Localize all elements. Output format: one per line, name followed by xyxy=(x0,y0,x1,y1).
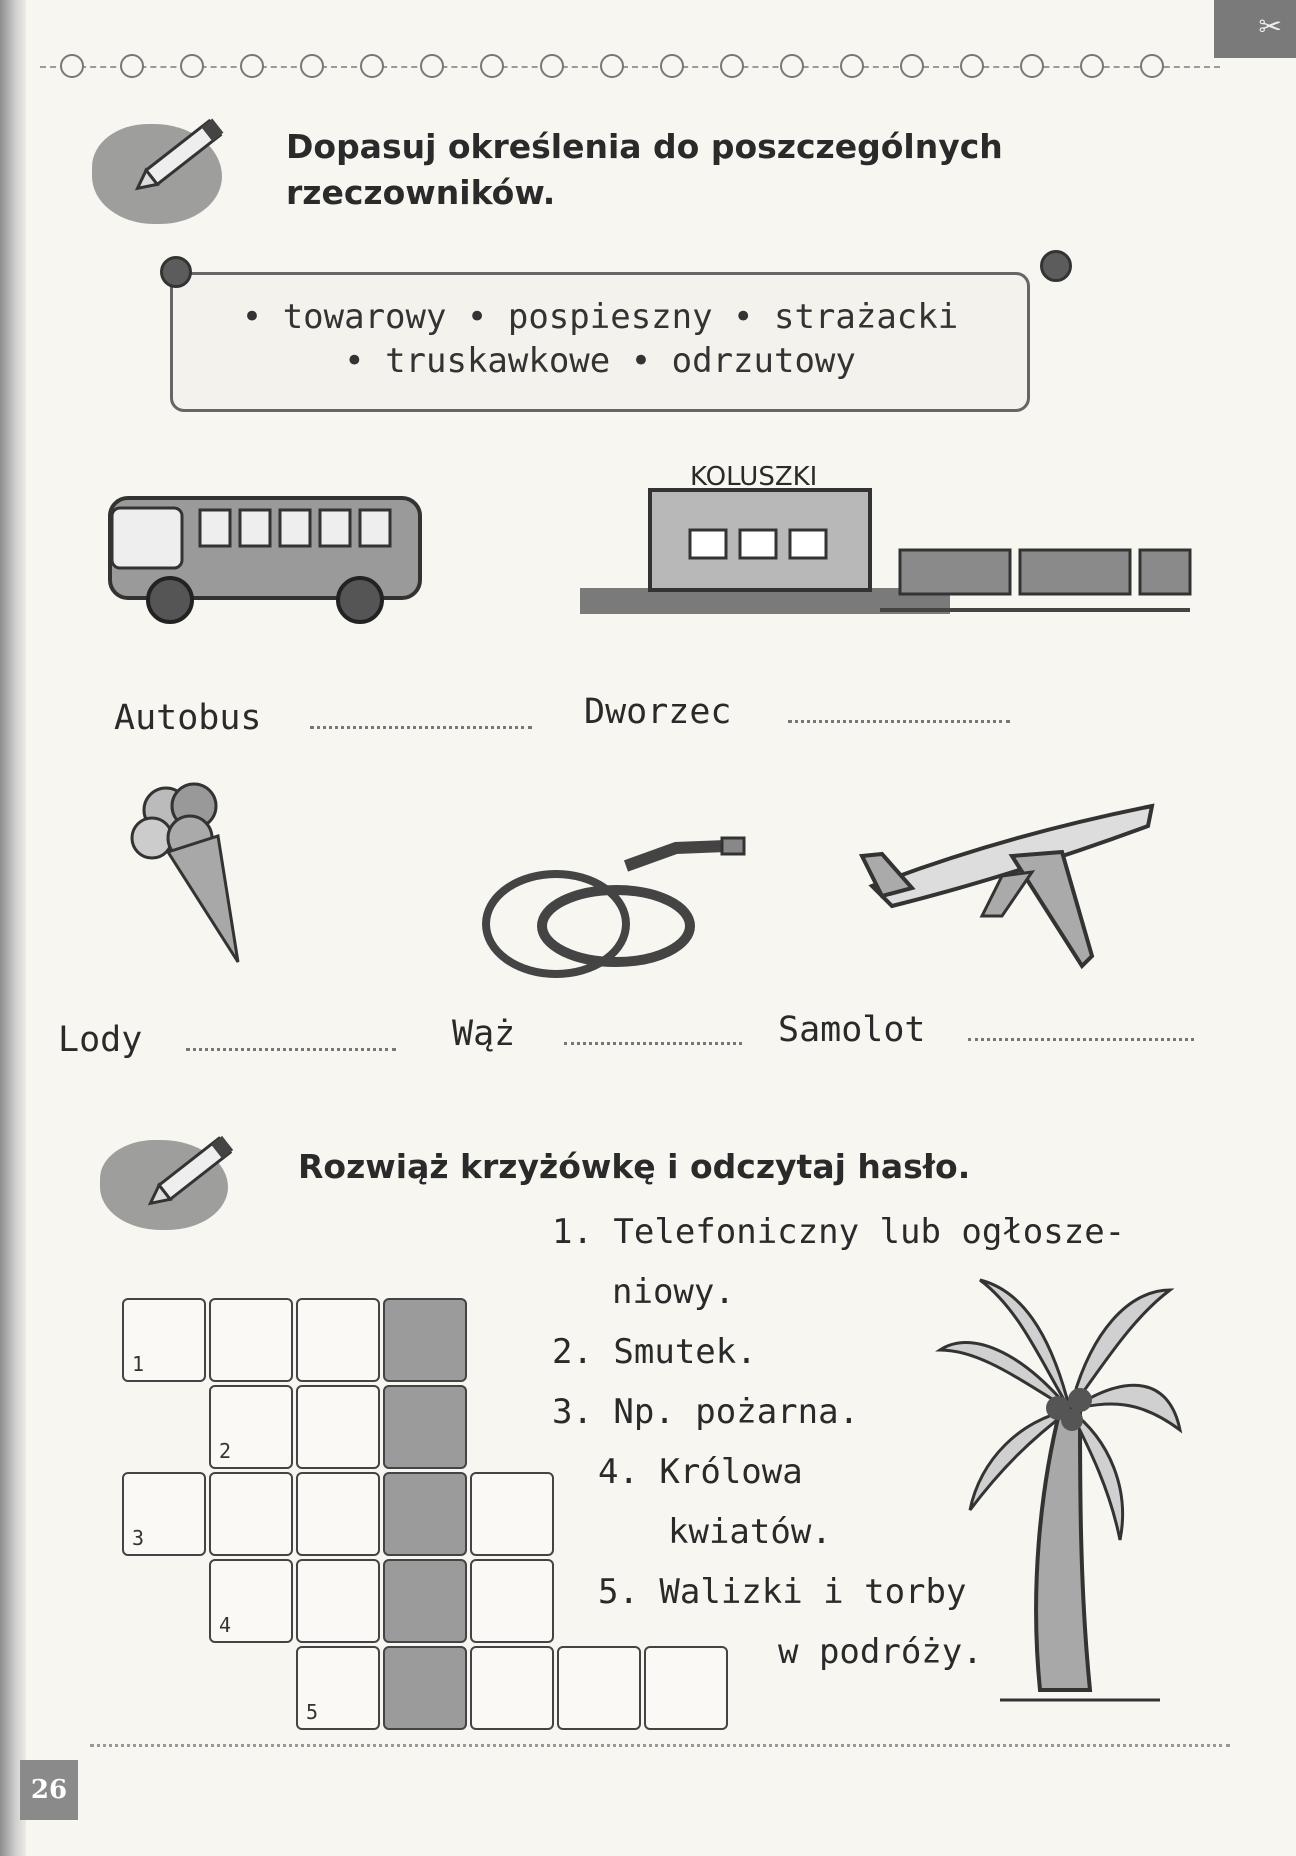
ring-icon xyxy=(1140,54,1164,78)
clue-number: 1 xyxy=(132,1352,145,1376)
bus-illustration xyxy=(100,488,430,628)
ring-icon xyxy=(420,54,444,78)
ring-icon xyxy=(120,54,144,78)
pin-icon xyxy=(1040,250,1072,282)
clue-4-line1: 4. Królowa xyxy=(598,1452,803,1492)
palm-tree-illustration xyxy=(940,1270,1180,1710)
crossword-cell[interactable] xyxy=(470,1559,554,1643)
station-sign: KOLUSZKI xyxy=(690,462,818,492)
ring-icon xyxy=(660,54,684,78)
ring-icon xyxy=(60,54,84,78)
binding-rings xyxy=(40,38,1220,68)
crossword-key-cell[interactable] xyxy=(383,1385,467,1469)
crossword-cell[interactable] xyxy=(470,1472,554,1556)
crossword-cell[interactable] xyxy=(296,1646,380,1730)
pencil-icon xyxy=(140,1126,250,1216)
crossword-cell[interactable] xyxy=(296,1472,380,1556)
hose-illustration xyxy=(476,826,776,986)
crossword-cell[interactable] xyxy=(209,1298,293,1382)
crossword-cell[interactable] xyxy=(209,1472,293,1556)
clue-1-line1: 1. Telefoniczny lub ogłosze- xyxy=(552,1212,1126,1252)
clue-5-line2: w podróży. xyxy=(778,1632,983,1672)
ring-icon xyxy=(240,54,264,78)
crossword-key-cell[interactable] xyxy=(383,1646,467,1730)
scissors-corner xyxy=(1214,0,1296,58)
pencil-icon xyxy=(126,108,246,198)
crossword-cell[interactable] xyxy=(470,1646,554,1730)
answer-line-samolot[interactable] xyxy=(968,1038,1194,1041)
clue-5-line1: 5. Walizki i torby xyxy=(598,1572,967,1612)
airplane-illustration xyxy=(852,796,1162,966)
bottom-divider xyxy=(90,1744,1230,1747)
word-bank-line2: • truskawkowe • odrzutowy xyxy=(344,341,856,381)
task1-line1: Dopasuj określenia do poszczególnych xyxy=(286,127,1003,166)
crossword-cell[interactable] xyxy=(122,1298,206,1382)
crossword-cell[interactable] xyxy=(122,1472,206,1556)
label-samolot: Samolot xyxy=(778,1010,926,1050)
word-bank-line1: • towarowy • pospieszny • strażacki xyxy=(241,297,959,337)
crossword-cell[interactable] xyxy=(644,1646,728,1730)
crossword-cell[interactable] xyxy=(296,1559,380,1643)
ring-icon xyxy=(1020,54,1044,78)
ring-icon xyxy=(300,54,324,78)
label-autobus: Autobus xyxy=(114,698,262,738)
answer-line-dworzec[interactable] xyxy=(788,720,1010,723)
ring-icon xyxy=(1080,54,1104,78)
ring-icon xyxy=(180,54,204,78)
clue-number: 2 xyxy=(219,1439,232,1463)
answer-line-lody[interactable] xyxy=(186,1048,396,1051)
clue-number: 5 xyxy=(306,1700,319,1724)
ring-icon xyxy=(360,54,384,78)
label-waz: Wąż xyxy=(452,1014,516,1054)
task1-line2: rzeczowników. xyxy=(286,173,556,212)
task2-instruction: Rozwiąż krzyżówkę i odczytaj hasło. xyxy=(298,1147,971,1186)
clue-number: 4 xyxy=(219,1613,232,1637)
page-number: 26 xyxy=(20,1760,78,1820)
ring-icon xyxy=(900,54,924,78)
pin-icon xyxy=(160,256,192,288)
answer-line-autobus[interactable] xyxy=(310,726,532,729)
station-illustration xyxy=(580,460,1190,630)
ring-icon xyxy=(720,54,744,78)
crossword-cell[interactable] xyxy=(209,1385,293,1469)
task1-instruction xyxy=(286,124,1003,216)
crossword-cell[interactable] xyxy=(296,1298,380,1382)
crossword-key-cell[interactable] xyxy=(383,1298,467,1382)
ring-icon xyxy=(600,54,624,78)
ring-icon xyxy=(840,54,864,78)
label-lody: Lody xyxy=(58,1020,143,1060)
clue-4-line2: kwiatów. xyxy=(668,1512,832,1552)
ring-icon xyxy=(540,54,564,78)
answer-line-waz[interactable] xyxy=(564,1042,742,1045)
crossword-cell[interactable] xyxy=(296,1385,380,1469)
crossword-cell[interactable] xyxy=(209,1559,293,1643)
ring-icon xyxy=(480,54,504,78)
word-bank xyxy=(170,272,1030,412)
page-edge xyxy=(0,0,26,1856)
clue-number: 3 xyxy=(132,1526,145,1550)
crossword-cell[interactable] xyxy=(557,1646,641,1730)
ring-icon xyxy=(780,54,804,78)
crossword-key-cell[interactable] xyxy=(383,1559,467,1643)
crossword-key-cell[interactable] xyxy=(383,1472,467,1556)
ring-icon xyxy=(960,54,984,78)
scissors-icon: ✂ xyxy=(1258,10,1282,43)
label-dworzec: Dworzec xyxy=(584,692,732,732)
clue-2: 2. Smutek. xyxy=(552,1332,757,1372)
ice-cream-illustration xyxy=(128,786,268,966)
clue-3: 3. Np. pożarna. xyxy=(552,1392,860,1432)
clue-1-line2: niowy. xyxy=(612,1272,735,1312)
